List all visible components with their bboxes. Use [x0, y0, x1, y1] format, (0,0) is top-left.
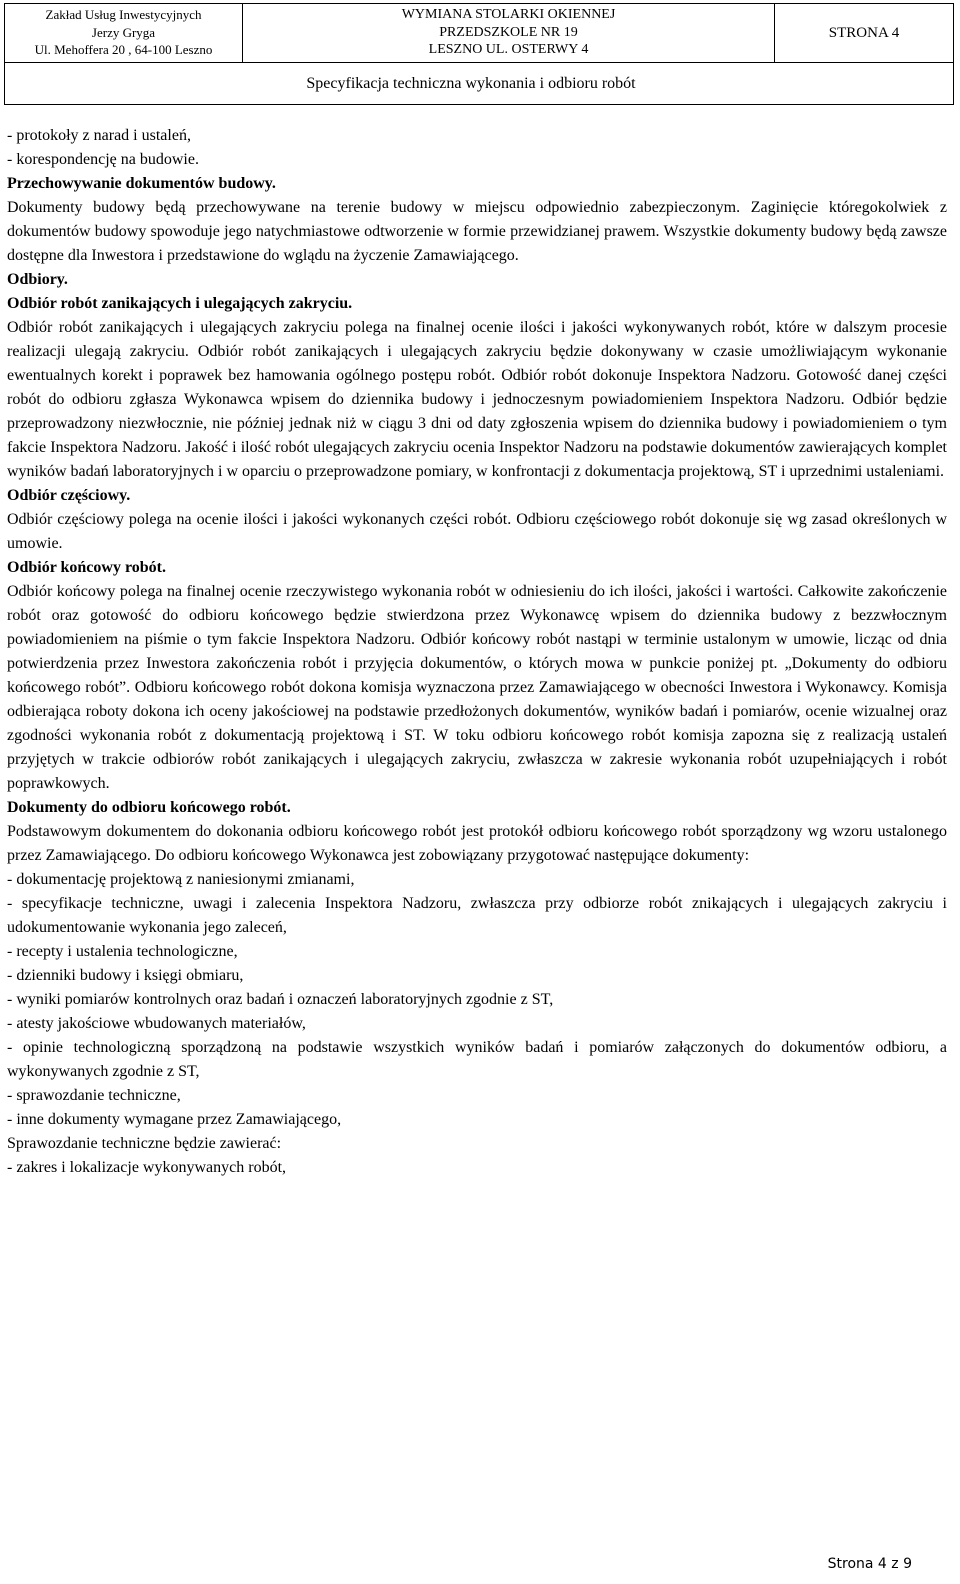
- project-info: [243, 4, 775, 62]
- document-subtitle: [5, 62, 953, 104]
- paragraph: Odbiór robót zanikających i ulegających zakryciu polega na finalnej ocenie ilości i jakości wykonywanych robót, które w dalszym procesie realizacji ulegają zakryciu. Odbiór robót zanikających i ulegających zakryciu będzie dokonywany w czasie umożliwiającym wykonanie ewentualnych korekt i poprawek bez hamowania ogólnego postępu robót. Odbiór robót dokonuje Inspektora Nadzoru. Gotowość danej części robót do odbioru zgłasza Wykonawca wpisem do dziennika budowy i jednoczesnym powiadomieniem Inspektora Nadzoru. Odbiór będzie przeprowadzony niezwłocznie, nie później jednak niż w ciągu 3 dni od daty zgłoszenia wpisem do dziennika budowy i powiadomieniem o tym fakcie Inspektora Nadzoru. Jakość i ilość robót ulegających zakryciu ocenia Inspektor Nadzoru na podstawie dokumentów zawierających komplet wyników badań laboratoryjnych i w oparciu o przeprowadzone pomiary, w konfrontacji z dokumentacja projektową, ST i uprzednimi ustaleniami.: [7, 319, 947, 480]
- section-heading-covered-works: Odbiór robót zanikających i ulegających zakryciu.: [7, 295, 353, 312]
- list-item: - protokoły z narad i ustaleń,: [7, 127, 191, 144]
- list-item: - atesty jakościowe wbudowanych materiałów,: [7, 1015, 306, 1032]
- company-info: [5, 4, 243, 62]
- paragraph: Dokumenty budowy będą przechowywane na terenie budowy w miejscu odpowiednio zabezpieczonym. Zaginięcie któregokolwiek z dokumentów budowy spowoduje jego natychmiastowe odtworzenie w formie przewidzianej prawem. Wszystkie dokumenty budowy będą zawsze dostępne dla Inwestora i przedstawione do wglądu na życzenie Zamawiającego.: [7, 199, 947, 264]
- subtitle-text: Specyfikacja techniczna wykonania i odbioru robót: [306, 75, 636, 92]
- page-label: STRONA 4: [828, 25, 900, 41]
- paragraph: Odbiór częściowy polega na ocenie ilości i jakości wykonanych części robót. Odbioru częściowego robót dokonuje się wg zasad określonych w umowie.: [7, 511, 947, 552]
- list-item: - sprawozdanie techniczne,: [7, 1087, 181, 1104]
- company-name: Zakład Usług Inwestycyjnych: [45, 7, 202, 22]
- company-owner: Jerzy Gryga: [91, 24, 156, 40]
- list-item: - specyfikacje techniczne, uwagi i zalecenia Inspektora Nadzoru, zwłaszcza przy odbiorze robót znikających i ulegających zakryciu i udokumentowanie wykonania jego zaleceń,: [7, 895, 947, 936]
- paragraph: Sprawozdanie techniczne będzie zawierać:: [7, 1135, 282, 1152]
- paragraph: Podstawowym dokumentem do dokonania odbioru końcowego robót jest protokół odbioru końcowego robót sporządzony wg wzoru ustalonego przez Zamawiającego. Do odbioru końcowego Wykonawca jest zobowiązany przygotować następujące dokumenty:: [7, 823, 947, 864]
- list-item: - opinie technologiczną sporządzoną na podstawie wszystkich wyników badań i pomiarów załączonych do dokumentów odbioru, a wykonywanych zgodnie z ST,: [7, 1039, 947, 1080]
- project-title: WYMIANA STOLARKI OKIENNEJ: [401, 7, 616, 22]
- section-heading-documents: Dokumenty do odbioru końcowego robót.: [7, 799, 291, 816]
- project-location: LESZNO UL. OSTERWY 4: [428, 42, 589, 57]
- company-address: Ul. Mehoffera 20 , 64-100 Leszno: [34, 42, 213, 57]
- list-item: - inne dokumenty wymagane przez Zamawiającego,: [7, 1111, 342, 1128]
- list-item: - korespondencję na budowie.: [7, 151, 199, 168]
- list-item: - recepty i ustalenia technologiczne,: [7, 943, 238, 960]
- document-header: [4, 3, 954, 105]
- section-heading-acceptance: Odbiory.: [7, 271, 68, 288]
- section-heading-partial: Odbiór częściowy.: [7, 487, 131, 504]
- list-item: - zakres i lokalizacje wykonywanych robót,: [7, 1159, 287, 1176]
- paragraph: Odbiór końcowy polega na finalnej ocenie rzeczywistego wykonania robót w odniesieniu do ich ilości, jakości i wartości. Całkowite zakończenie robót oraz gotowość do odbioru końcowego będzie stwierdzona przez Wykonawcę wpisem do dziennika budowy z bezzwłocznym powiadomieniem na piśmie o tym fakcie Inspektora Nadzoru. Odbiór końcowy robót nastąpi w terminie ustalonym w umowie, licząc od dnia potwierdzenia przez Inwestora zakończenia robót i przyjęcia dokumentów, o których mowa w punkcie poniżej pt. „Dokumenty do odbioru końcowego robót”. Odbioru końcowego robót dokona komisja wyznaczona przez Zamawiającego w obecności Inwestora i Wykonawcy. Komisja odbierająca roboty dokona ich oceny jakościowej na podstawie przedłożonych dokumentów, wyników badań i pomiarów, ocenie wizualnej oraz zgodności wykonania robót z dokumentacją projektową i ST. W toku odbioru końcowego robót komisja zapozna się z realizacją ustaleń przyjętych w trakcie odbiorów robót zanikających i ulegających zakryciu, zwłaszcza w zakresie wykonania robót uzupełniających i robót poprawkowych.: [7, 583, 947, 792]
- section-heading-final: Odbiór końcowy robót.: [7, 559, 166, 576]
- list-item: - dokumentację projektową z naniesionymi zmianami,: [7, 871, 355, 888]
- section-heading-storage: Przechowywanie dokumentów budowy.: [7, 175, 276, 192]
- list-item: - dzienniki budowy i księgi obmiaru,: [7, 967, 244, 984]
- document-body: [7, 124, 947, 1180]
- list-item: - wyniki pomiarów kontrolnych oraz badań i oznaczeń laboratoryjnych zgodnie z ST,: [7, 991, 554, 1008]
- project-building: PRZEDSZKOLE NR 19: [439, 24, 578, 40]
- page-counter: Strona 4 z 9: [827, 1556, 912, 1572]
